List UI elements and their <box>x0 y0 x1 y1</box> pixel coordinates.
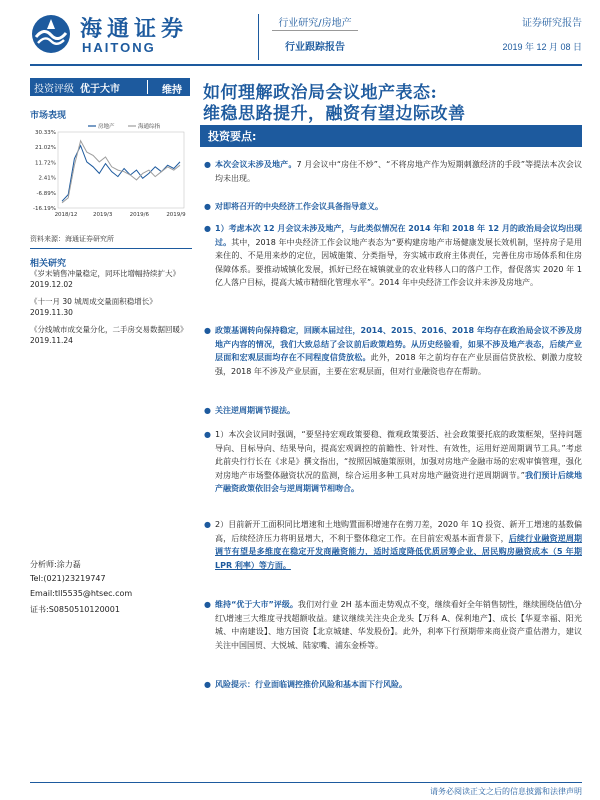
legend-label-estate: 房地产 <box>98 124 115 130</box>
bullet-item <box>204 200 582 214</box>
y-tick-label: -16.19% <box>33 206 56 212</box>
bullet-icon: ● <box>204 520 211 529</box>
market-performance-chart <box>30 122 192 226</box>
related-heading: 相关研究 <box>30 259 67 269</box>
related-date: 2019.11.30 <box>30 308 73 317</box>
investment-points-heading: 投资要点: <box>200 125 582 147</box>
market-heading: 市场表现 <box>30 111 67 121</box>
legend-label-index: 海通综指 <box>138 124 161 130</box>
related-item <box>30 296 192 318</box>
related-title: 《十一月 30 城周成交量面积稳增长》 <box>30 297 157 306</box>
bullet-lead: 1）考虑本次 12 月会议未涉及地产，与此类似情况在 2014 年和 2018 年 12 月的政治局会议均出现过。 <box>215 224 582 247</box>
bullet-item <box>204 678 582 692</box>
analyst-email: Email:tll5535@htsec.com <box>30 589 133 598</box>
related-title: 《分线城市成交量分化，二手房交易数据回暖》 <box>30 325 188 334</box>
header-divider <box>258 14 259 60</box>
bullet-body: 我们对行业 2H 基本面走势观点不变，继续看好全年销售韧性，继续围绕估值\分红\增速三大维度寻找超额收益。建议继续关注央企龙头【万科 A、保利地产】、成长【华夏幸福、阳光城、中南建设】、地方国资【北京城建、华发股份】。此外，利率下行预期带来商业资产重估潜力，建议关注中国国贸、大悦城、陆家嘴、浦东金桥等。 <box>215 600 583 650</box>
bullet-lead: 本次会议未涉及地产。 <box>215 160 297 169</box>
y-tick-label: 2.41% <box>38 175 56 182</box>
footer-disclaimer: 请务必阅读正文之后的信息披露和法律声明 <box>430 787 582 796</box>
bullet-icon: ● <box>204 430 211 439</box>
bullet-item <box>204 598 582 652</box>
y-tick-label: 30.33% <box>35 130 56 136</box>
bullet-body: 此外，2018 年之前均存在产业层面信贷放松、刺激力度较强，2018 年不涉及产业层面，主要在宏观层面，但对行业融资也存在帮助。 <box>215 353 583 376</box>
rating-trend: 维持 <box>162 85 182 96</box>
x-tick-label: 2018/12 <box>54 212 78 218</box>
footer-rule <box>30 782 582 783</box>
bullet-icon: ● <box>204 202 211 211</box>
bullet-item <box>204 404 582 418</box>
related-item <box>30 324 192 346</box>
rating-value: 优于大市 <box>80 83 120 95</box>
bullet-conclusion: 后续行业融资逆周期调节有望是多维度在稳定开发商融资能力，适时适度降低优质居筹企业、居民购房融资成本（5 年期 LPR 利率）等方面。 <box>215 533 583 570</box>
bullet-lead: 维持“优于大市”评级。 <box>215 600 298 609</box>
bullet-body: 其中，2018 年中央经济工作会议地产表态为“要构建房地产市场健康发展长效机制，坚持房子是用来住的、不是用来炒的定位，因城施策、分类指导，夯实城市政府主体责任，完善住房市场体系和住房保障体系。要推动城镇化发展，抓好已经在城镇就业的农业转移人口的落户工作，督促落实 2020 年 1 亿人落户目标，提高大城市精细化管理水平”。2014 年中央经济工作会议并未涉及房地产。 <box>215 237 582 287</box>
bullet-body: 7 月会议中“房住不炒”、“不将房地产作为短期刺激经济的手段”等提法本次会议均未出现。 <box>215 160 582 183</box>
report-header <box>0 0 600 66</box>
bullet-icon: ● <box>204 680 211 689</box>
related-date: 2019.11.24 <box>30 336 73 345</box>
y-tick-label: 21.02% <box>35 145 56 152</box>
chart-plot-frame <box>58 132 184 208</box>
bullet-body: 1）本次会议同时强调，“要坚持宏观政策要稳、微观政策要活、社会政策要托底的政策框架，坚持问题导向、目标导向、结果导向，提高宏观调控的前瞻性、针对性、有效性，运用好逆周期调节工具。”考虑此前央行行长在《求是》撰文指出，“按照因城施策原则，加强对房地产金融市场的宏观审慎管理，强化对房地产市场整体融资状况的监测，综合运用多种工具对房地产融资进行逆周期调节。” <box>215 430 582 480</box>
doc-type: 证券研究报告 <box>522 18 582 29</box>
analyst-name: 分析师:涂力磊 <box>30 560 81 569</box>
report-type: 行业跟踪报告 <box>285 42 345 53</box>
haitong-logo-icon <box>30 13 72 55</box>
bullet-icon: ● <box>204 600 211 609</box>
related-title: 《岁末销售冲量稳定，同环比增幅持续扩大》 <box>30 269 180 278</box>
report-title-line2: 维稳思路提升，融资有望边际改善 <box>203 104 466 124</box>
bullet-body: 2）目前新开工面积同比增速和土地购置面积增速存在剪刀差，2020 年 1Q 投资、新开工增速的基数偏高，后续经济压力将明显增大，不利于整体稳定工作。在目前宏观基本面背景下， <box>215 520 582 543</box>
bullet-conclusion: 我们预计后续地产融资政策依旧会与逆周期调节相吻合。 <box>215 470 583 493</box>
bullet-item <box>204 158 582 185</box>
related-date: 2019.12.02 <box>30 280 73 289</box>
y-tick-label: 11.72% <box>35 160 56 167</box>
rating-label: 投资评级 <box>34 83 74 95</box>
related-item <box>30 268 192 290</box>
bullet-lead: 对即将召开的中央经济工作会议具备指导意义。 <box>215 202 383 211</box>
bullet-icon: ● <box>204 224 211 233</box>
bullet-icon: ● <box>204 406 211 415</box>
bullet-lead: 政策基调转向保持稳定，回顾本届过往，2014、2015、2016、2018 年均存在政治局会议不涉及房地产内容的情况，我们大致总结了会议前后政策趋势。从历史经验看，如果不涉及地产表态，后续产业层面和宏观层面均存在不同程度信贷放松。 <box>215 326 582 362</box>
analyst-tel: Tel:(021)23219747 <box>30 574 106 583</box>
analyst-cert: 证书:S0850510120001 <box>30 605 120 614</box>
report-date: 2019 年 12 月 08 日 <box>502 42 582 52</box>
rating-bar <box>30 78 190 96</box>
bullet-icon: ● <box>204 160 211 169</box>
category-divider <box>272 30 358 31</box>
report-title-line1: 如何理解政治局会议地产表态: <box>203 83 438 103</box>
bullet-icon: ● <box>204 326 211 335</box>
logo-chinese: 海通证券 <box>80 16 189 42</box>
x-tick-label: 2019/9 <box>166 212 186 218</box>
bullet-item <box>204 518 582 572</box>
x-tick-label: 2019/3 <box>92 212 113 218</box>
sidebar-rule <box>30 248 192 249</box>
bullet-item <box>204 324 582 378</box>
series-line-estate <box>62 146 180 202</box>
bullet-item <box>204 222 582 290</box>
logo-english: HAITONG <box>82 40 156 55</box>
report-category: 行业研究/房地产 <box>278 18 352 29</box>
header-rule <box>30 64 582 66</box>
chart-source: 资料来源：海通证券研究所 <box>30 235 114 243</box>
rating-divider <box>147 80 148 94</box>
y-tick-label: -6.89% <box>36 190 56 197</box>
bullet-item <box>204 428 582 496</box>
bullet-lead: 关注逆周期调节提法。 <box>215 406 295 415</box>
bullet-lead: 风险提示：行业面临调控推价风险和基本面下行风险。 <box>215 680 407 689</box>
x-tick-label: 2019/6 <box>129 212 150 218</box>
